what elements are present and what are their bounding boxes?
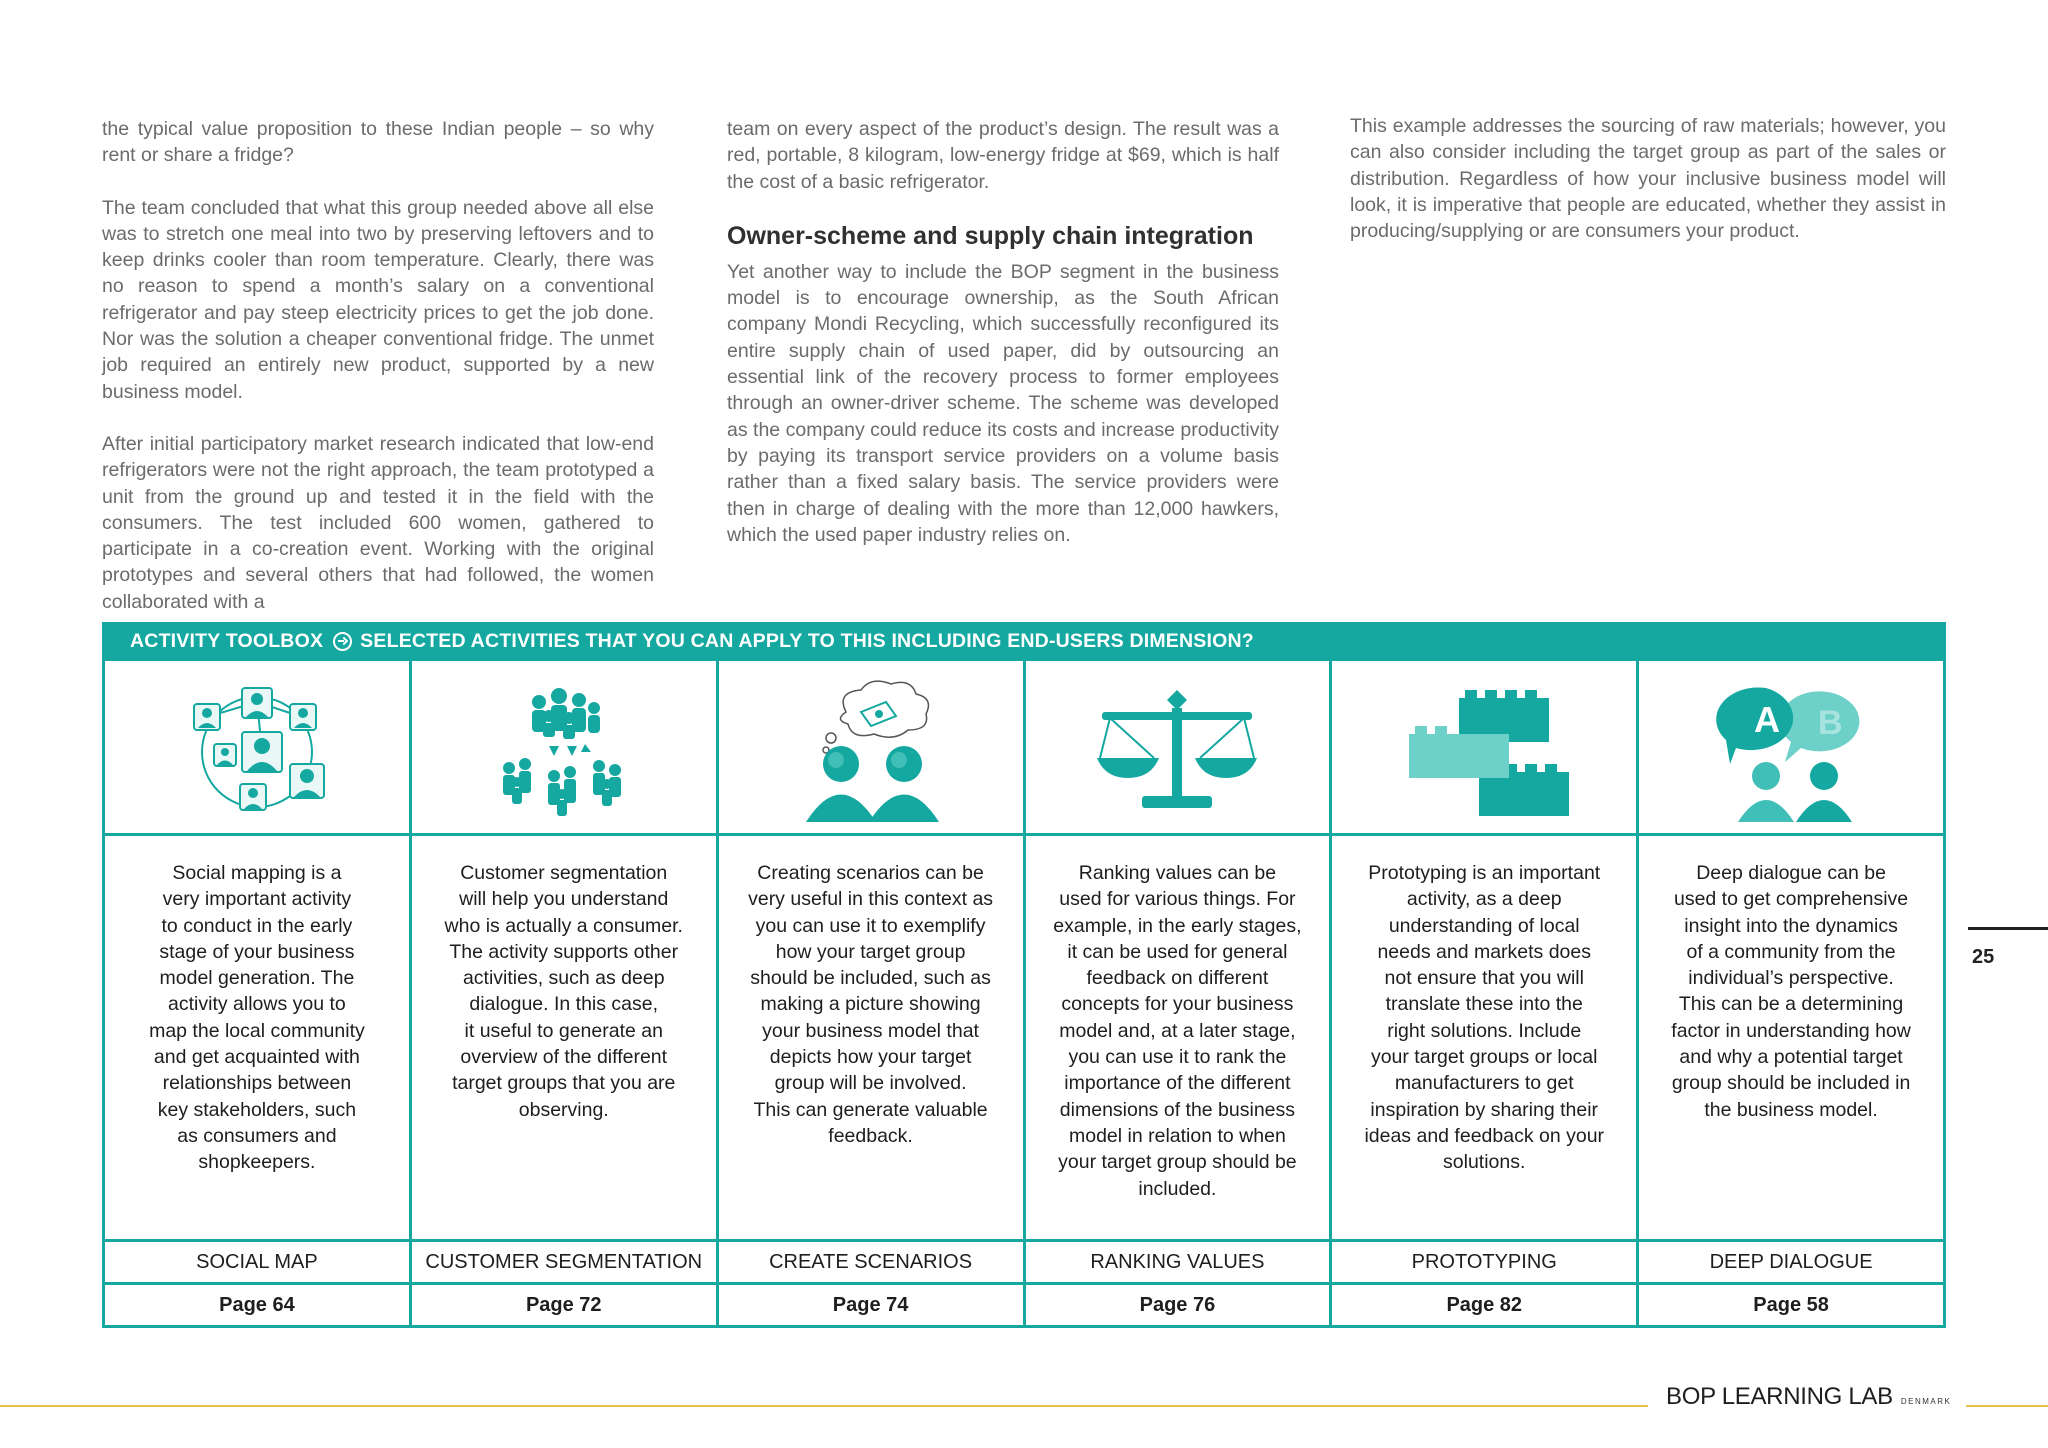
create-scenarios-icon [776, 672, 966, 822]
activity-icon-cell [1332, 661, 1639, 836]
page-number-rule [1968, 927, 2048, 930]
activity-name: CUSTOMER SEGMENTATION [412, 1242, 719, 1285]
footer-rule-left [0, 1405, 1648, 1407]
activity-description: Social mapping is a very important activity to conduct in the early stage of your business model generation. The activity allows you to map the local community and get acquainted with relationships between key stakeholders, such as consumers and shopkeepers. [105, 836, 412, 1242]
footer-logo-text: BOP LEARNING LAB [1666, 1383, 1893, 1410]
arrow-right-circle-icon [333, 632, 352, 651]
paragraph: After initial participatory market research indicated that low-end refrigerators were not the right approach, the team prototyped a unit from the ground up and tested it in the field with the consumers. The test included 600 women, gathered to participate in a co-creation event. Working with the original prototypes and several others that had followed, the women collaborated with a [102, 432, 654, 613]
activity-icon-cell [412, 661, 719, 836]
activity-name: CREATE SCENARIOS [719, 1242, 1026, 1285]
text-column-1 [102, 116, 654, 641]
dialogue-icon [1696, 672, 1886, 822]
activity-icon-cell [105, 661, 412, 836]
activity-description: Creating scenarios can be very useful in this context as you can use it to exemplify how your target group should be included, such as making a picture showing your business model that depicts how your target group will be involved. This can generate valuable feedback. [719, 836, 1026, 1242]
toolbox-label: ACTIVITY TOOLBOX [130, 630, 324, 652]
customer-segmentation-icon [469, 672, 659, 822]
toolbox-header [102, 622, 1946, 661]
section-heading: Owner-scheme and supply chain integration [727, 221, 1254, 250]
social-map-icon [162, 672, 352, 822]
activity-page-ref: Page 76 [1026, 1285, 1333, 1328]
toolbox-title: SELECTED ACTIVITIES THAT YOU CAN APPLY TO THIS INCLUDING END-USERS DIMENSION? [360, 630, 1254, 652]
activity-name: SOCIAL MAP [105, 1242, 412, 1285]
paragraph: team on every aspect of the product’s design. The result was a red, portable, 8 kilogram, low-energy fridge at $69, which is half the cost of a basic refrigerator. [727, 118, 1279, 193]
activity-description: Prototyping is an important activity, as a deep understanding of local needs and markets does not ensure that you will translate these into the right solutions. Include your target groups or local manufacturers to get inspiration by sharing their ideas and feedback on your solutions. [1332, 836, 1639, 1242]
paragraph: The team concluded that what this group needed above all else was to stretch one meal into two by preserving leftovers and to keep drinks cooler than room temperature. Clearly, there was no reason to spend a month’s salary on a conventional refrigerator and pay steep electricity prices to get the job done. Nor was the solution a cheaper conventional fridge. The unmet job required an entirely new product, supported by a new business model. [102, 196, 654, 403]
activity-description: Deep dialogue can be used to get comprehensive insight into the dynamics of a community from the individual’s perspective. This can be a determining factor in understanding how and why a potential target group should be included in the business model. [1639, 836, 1946, 1242]
activity-page-ref: Page 58 [1639, 1285, 1946, 1328]
footer-rule-right [1966, 1405, 2048, 1407]
text-column-2 [727, 116, 1279, 574]
text-column-3 [1350, 113, 1946, 270]
building-blocks-icon [1389, 672, 1579, 822]
activity-name: DEEP DIALOGUE [1639, 1242, 1946, 1285]
scales-icon [1082, 672, 1272, 822]
activity-name: PROTOTYPING [1332, 1242, 1639, 1285]
paragraph: This example addresses the sourcing of raw materials; however, you can also consider including the target group as part of the sales or distribution. Regardless of how your inclusive business model will look, it is imperative that people are educated, whether they assist in producing/supplying or are consumers your product. [1350, 115, 1946, 243]
page-number: 25 [1972, 946, 1995, 968]
activity-icon-cell [719, 661, 1026, 836]
activity-description: Ranking values can be used for various things. For example, in the early stages, it can be used for general feedback on different concepts for your business model and, at a later stage, you can use it to rank the importance of the different dimensions of the business model in relation to when your target group should be included. [1026, 836, 1333, 1242]
activity-icon-cell [1639, 661, 1946, 836]
activity-name: RANKING VALUES [1026, 1242, 1333, 1285]
paragraph: Yet another way to include the BOP segment in the business model is to encourage ownership, as the South African company Mondi Recycling, which successfully reconfigured its entire supply chain of used paper, did by outsourcing an essential link of the recovery process to former employees through an owner-driver scheme. The scheme was developed as the company could reduce its costs and increase productivity by paying its transport service providers on a volume basis rather than a fixed salary basis. The service providers were then in charge of dealing with the more than 12,000 hawkers, which the used paper industry relies on. [727, 260, 1279, 546]
footer-logo-sub: DENMARK [1900, 1397, 1952, 1406]
activity-toolbox [102, 622, 1946, 1328]
activity-grid [102, 661, 1946, 1328]
activity-description: Customer segmentation will help you understand who is actually a consumer. The activity supports other activities, such as deep dialogue. In this case, it useful to generate an overview of the different target groups that you are observing. [412, 836, 719, 1242]
activity-page-ref: Page 82 [1332, 1285, 1639, 1328]
activity-page-ref: Page 74 [719, 1285, 1026, 1328]
footer-logo [1666, 1383, 1951, 1411]
bubble-a-letter: A [1754, 699, 1781, 740]
activity-icon-cell [1026, 661, 1333, 836]
paragraph: the typical value proposition to these Indian people – so why rent or share a fridge? [102, 118, 654, 167]
activity-page-ref: Page 72 [412, 1285, 719, 1328]
bubble-b-letter: B [1818, 704, 1843, 742]
activity-page-ref: Page 64 [105, 1285, 412, 1328]
